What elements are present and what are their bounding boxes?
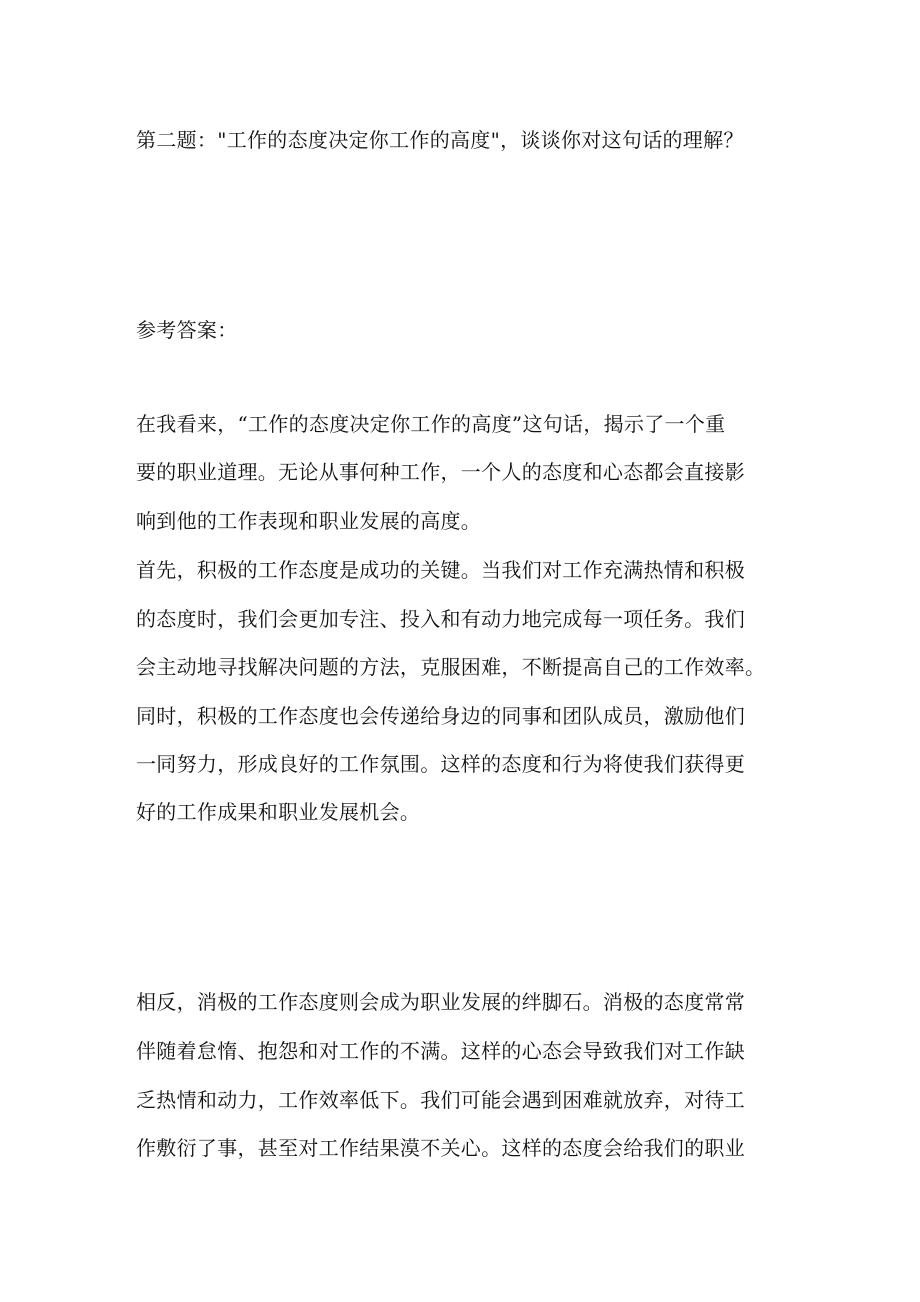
paragraph-line: 乏热情和动力，工作效率低下。我们可能会遇到困难就放弃，对待工 [136,1088,745,1112]
paragraph-line: 伴随着怠惰、抱怨和对工作的不满。这样的心态会导致我们对工作缺 [136,1039,745,1063]
paragraph-line: 同时，积极的工作态度也会传递给身边的同事和团队成员，激励他们 [136,704,745,728]
question-title: 第二题："工作的态度决定你工作的高度"，谈谈你对这句话的理解？ [136,128,744,152]
paragraph-line: 好的工作成果和职业发展机会。 [136,800,421,824]
paragraph-line: 会主动地寻找解决问题的方法，克服困难，不断提高自己的工作效率。 [136,655,766,679]
answer-heading: 参考答案： [136,318,238,342]
paragraph-line: 相反，消极的工作态度则会成为职业发展的绊脚石。消极的态度常常 [136,990,745,1014]
paragraph-line: 作敷衍了事，甚至对工作结果漠不关心。这样的态度会给我们的职业 [136,1136,745,1160]
paragraph-line: 首先，积极的工作态度是成功的关键。当我们对工作充满热情和积极 [136,558,745,582]
paragraph-line: 要的职业道理。无论从事何种工作，一个人的态度和心态都会直接影 [136,460,745,484]
paragraph-line: 在我看来，“工作的态度决定你工作的高度”这句话，揭示了一个重 [136,412,726,436]
paragraph-line: 的态度时，我们会更加专注、投入和有动力地完成每一项任务。我们 [136,607,745,631]
paragraph-line: 响到他的工作表现和职业发展的高度。 [136,509,482,533]
paragraph-line: 一同努力，形成良好的工作氛围。这样的态度和行为将使我们获得更 [136,752,745,776]
